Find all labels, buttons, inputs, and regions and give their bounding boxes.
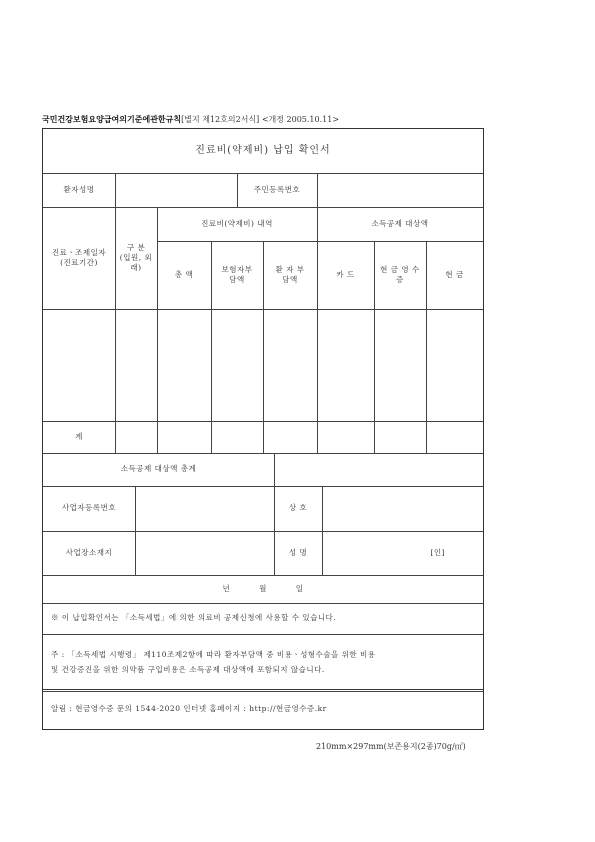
business-number-label: 사업자등록번호 [61,503,117,513]
seal-mark: [인] [430,547,445,557]
tax-note: 주 : 「소득세법 시행령」 제110조제2항에 따라 환자부담액 중 비용ㆍ성형수술을 위한 비용 및 건강증진을 위한 의약품 구입비용은 소득공제 대상액에 포함되지 않습니다. [51,650,376,674]
cost-details-label: 진료비(약제비) 내역 [201,218,273,228]
column-cash-receipt: 현 금 영 수 증 [380,264,420,284]
resident-number-label: 주민등록번호 [253,184,301,194]
detail-entry-area[interactable] [43,310,483,421]
column-insurer-share: 보험자부 담액 [221,264,253,284]
trade-name-field[interactable] [323,486,483,531]
business-number-field[interactable] [136,486,274,531]
patient-name-field[interactable] [116,173,237,207]
business-address-field[interactable] [136,531,274,575]
usage-notice: ※ 이 납입확인서는 「소득세법」에 의한 의료비 공제신청에 사용할 수 있습니다. [51,613,337,623]
category-label: 구 분 (입원, 외 래) [119,242,153,273]
revision-date: <개정 2005.10.11> [261,115,340,124]
deduction-total-field[interactable] [275,453,483,486]
attachment-number: [별지 제12호의2서식] [181,115,260,124]
paper-spec: 210mm×297mm(보존용지(2종)70g/㎡) [316,742,466,751]
column-cash: 현 금 [445,269,464,279]
issue-date-line: 년 월 일 [222,583,304,593]
resident-number-field[interactable] [318,173,483,207]
deduction-total-label: 소득공제 대상액 총계 [120,464,197,474]
form-header [42,114,339,125]
column-patient-share: 환 자 부 담액 [275,264,305,284]
representative-name-label: 성 명 [288,547,308,557]
form-title: 진료비(약제비) 납입 확인서 [195,145,331,157]
trade-name-label: 상 호 [288,503,308,513]
payment-confirmation-form [42,128,484,690]
regulation-name: 국민건강보험요양급여의기준에관한규칙 [42,115,182,124]
treatment-date-label: 진료ㆍ조제일자 (진료기간) [51,247,107,267]
info-guide: 알림 : 현금영수증 문의 1544-2020 인터넷 홈페이지 : http://현금영수증.kr [42,690,484,730]
column-total: 총 액 [174,269,194,279]
sum-label: 계 [75,431,83,441]
deduction-target-label: 소득공제 대상액 [371,218,429,228]
patient-name-label: 환자성명 [63,184,95,194]
business-address-label: 사업장소재지 [65,547,113,557]
column-card: 카 드 [336,269,355,279]
